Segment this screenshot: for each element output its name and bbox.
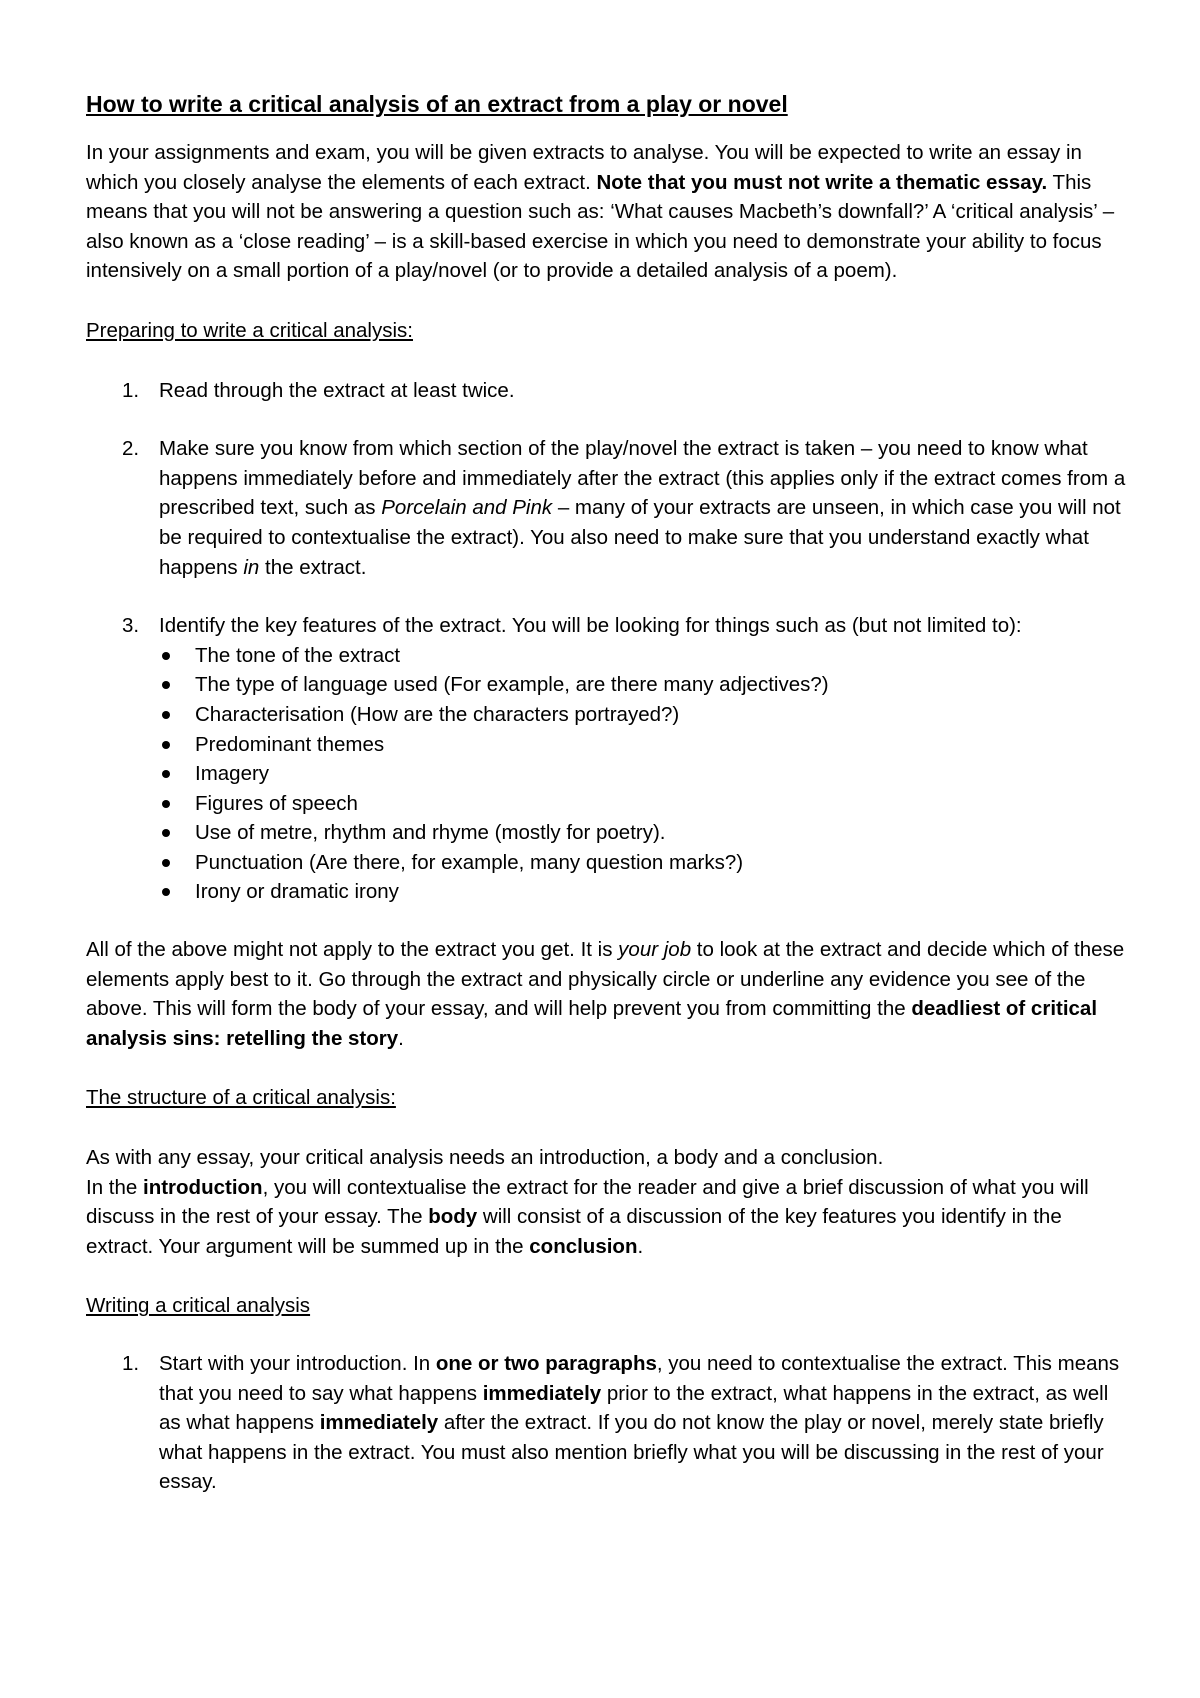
step-number: 2.	[122, 437, 140, 461]
preparing-heading: Preparing to write a critical analysis:	[86, 318, 413, 342]
writing-steps	[86, 1349, 1126, 1497]
list-item: Use of metre, rhythm and rhyme (mostly for poetry).	[159, 818, 1126, 848]
structure-heading: The structure of a critical analysis:	[86, 1086, 396, 1110]
step-number: 1.	[122, 1352, 140, 1375]
book-title: Porcelain and Pink	[381, 496, 553, 520]
list-item: Irony or dramatic irony	[159, 877, 1126, 907]
preparing-step-1: 1. Read through the extract at least twice.	[86, 376, 1126, 406]
document-page	[86, 86, 1126, 1525]
document-title: How to write a critical analysis of an extract from a play or novel	[86, 91, 788, 117]
bullet-icon	[162, 800, 170, 808]
list-item: Figures of speech	[159, 789, 1126, 819]
key-features-list	[159, 641, 1126, 907]
structure-line: As with any essay, your critical analysis needs an introduction, a body and a conclusion.	[86, 1146, 884, 1170]
intro-paragraph: In your assignments and exam, you will be given extracts to analyse. You will be expected to write an essay in which you closely analyse the elements of each extract. Note that you must not write a thematic essay. This means that you will not be answering a question such as: ‘What causes Macbeth’s downfall?’ A ‘critical analysis’ – also known as a ‘close reading’ – is a skill-based exercise in which you need to demonstrate your ability to focus intensively on a small portion of a play/novel (or to provide a detailed analysis of a poem).	[86, 141, 1115, 283]
step-number: 1.	[122, 378, 140, 402]
bullet-icon	[162, 652, 170, 660]
list-item: Predominant themes	[159, 730, 1126, 760]
above-emphasis: deadliest of critical analysis sins: retelling the story	[86, 997, 1098, 1050]
bullet-icon	[162, 681, 170, 689]
list-item: Imagery	[159, 759, 1126, 789]
list-item: The type of language used (For example, are there many adjectives?)	[159, 670, 1126, 700]
intro-emphasis: Note that you must not write a thematic essay.	[596, 170, 1048, 194]
preparing-step-2: 2. Make sure you know from which section of the play/novel the extract is taken – you need to know what happens immediately before and immediately after the extract (this applies only if the extract comes from a prescribed text, such as Porcelain and Pink – many of your extracts are unseen, in which case you will not be required to contextualise the extract). You also need to make sure that you understand exactly what happens in the extract.	[86, 434, 1126, 582]
bullet-icon	[162, 711, 170, 719]
bullet-icon	[162, 859, 170, 867]
preparing-step-3: 3. Identify the key features of the extract. You will be looking for things such as (but not limited to): The tone of the extract The type of language used (For example, are there many adjectives?) Characterisation (How are the characters portrayed?) Predominant themes Imagery Figures of speech Use of metre, rhythm and rhyme (mostly for poetry). Punctuation (Are there, for example, many question marks?) Irony or dramatic irony	[86, 611, 1126, 907]
above-paragraph: All of the above might not apply to the extract you get. It is your job to look at the extract and decide which of these elements apply best to it. Go through the extract and physically circle or underline any evidence you see of the above. This will form the body of your essay, and will help prevent you from committing the deadliest of critical analysis sins: retelling the story.	[86, 938, 1125, 1050]
writing-heading: Writing a critical analysis	[86, 1294, 311, 1318]
writing-step-1: 1. Start with your introduction. In one or two paragraphs, you need to contextualise the extract. This means that you need to say what happens immediately prior to the extract, what happens in the extract, as well as what happens immediately after the extract. If you do not know the play or novel, merely state briefly what happens in the extract. You must also mention briefly what you will be discussing in the rest of your essay.	[86, 1349, 1126, 1497]
bullet-icon	[162, 770, 170, 778]
list-item: The tone of the extract	[159, 641, 1126, 671]
preparing-steps	[86, 376, 1126, 908]
bullet-icon	[162, 741, 170, 749]
bullet-icon	[162, 829, 170, 837]
bullet-icon	[162, 888, 170, 896]
step-number: 3.	[122, 614, 140, 638]
list-item: Characterisation (How are the characters portrayed?)	[159, 700, 1126, 730]
list-item: Punctuation (Are there, for example, many question marks?)	[159, 848, 1126, 878]
structure-paragraph: In the introduction, you will contextualise the extract for the reader and give a brief discussion of what you will discuss in the rest of your essay. The body will consist of a discussion of the key features you identify in the extract. Your argument will be summed up in the conclusion.	[86, 1175, 1089, 1258]
